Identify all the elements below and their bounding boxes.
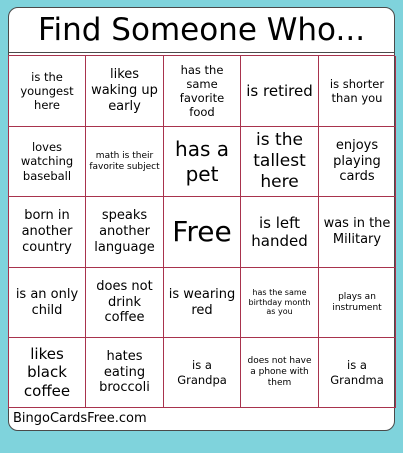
- bingo-cell[interactable]: does not drink coffee: [86, 268, 164, 338]
- bingo-cell[interactable]: is shorter than you: [319, 56, 396, 127]
- bingo-grid: [8, 55, 395, 409]
- bingo-cell[interactable]: does not have a phone with them: [241, 338, 319, 408]
- title-divider: [8, 52, 395, 53]
- bingo-cell[interactable]: likes waking up early: [86, 56, 164, 127]
- bingo-cell[interactable]: likes black coffee: [9, 338, 86, 408]
- bingo-cell[interactable]: is retired: [241, 56, 319, 127]
- free-space[interactable]: Free: [164, 197, 241, 268]
- bingo-cell[interactable]: math is their favorite subject: [86, 127, 164, 197]
- bingo-cell[interactable]: is a Grandma: [319, 338, 396, 408]
- card-title: Find Someone Who...: [37, 12, 366, 48]
- bingo-cell[interactable]: is wearing red: [164, 268, 241, 338]
- bingo-cell[interactable]: is an only child: [9, 268, 86, 338]
- bingo-cell[interactable]: is left handed: [241, 197, 319, 268]
- bingo-cell[interactable]: has the same birthday month as you: [241, 268, 319, 338]
- bingo-cell[interactable]: is a Grandpa: [164, 338, 241, 408]
- bingo-cell[interactable]: speaks another language: [86, 197, 164, 268]
- bingo-cell[interactable]: plays an instrument: [319, 268, 396, 338]
- bingo-cell[interactable]: is the tallest here: [241, 127, 319, 197]
- bingo-cell[interactable]: hates eating broccoli: [86, 338, 164, 408]
- site-credit: BingoCardsFree.com: [13, 411, 147, 426]
- bingo-cell[interactable]: born in another country: [9, 197, 86, 268]
- bingo-cell[interactable]: was in the Military: [319, 197, 396, 268]
- bingo-cell[interactable]: has the same favorite food: [164, 56, 241, 127]
- bingo-cell[interactable]: loves watching baseball: [9, 127, 86, 197]
- bingo-cell[interactable]: is the youngest here: [9, 56, 86, 127]
- bingo-cell[interactable]: enjoys playing cards: [319, 127, 396, 197]
- bingo-cell[interactable]: has a pet: [164, 127, 241, 197]
